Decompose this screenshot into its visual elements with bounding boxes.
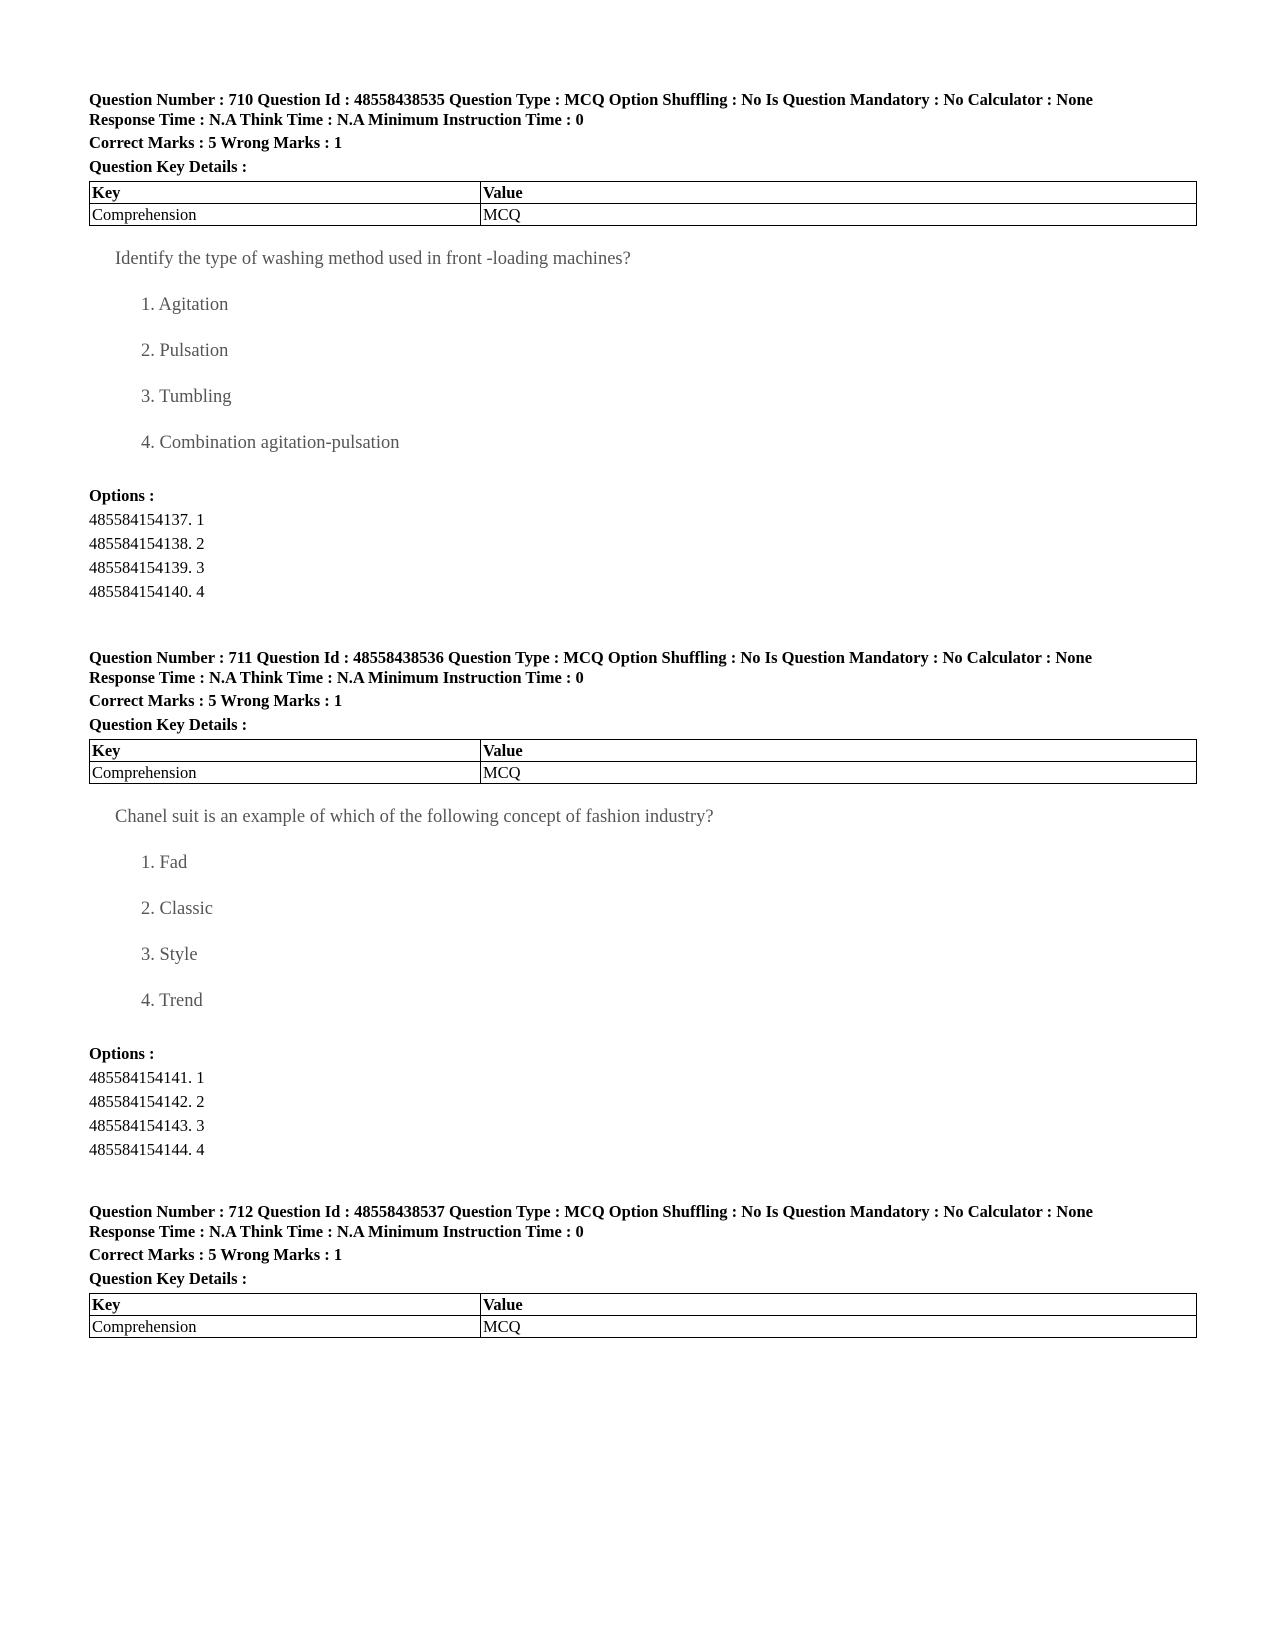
table-header-row — [90, 1294, 1197, 1316]
table-cell-key: Comprehension — [90, 762, 481, 784]
choice-item: 4. Trend — [141, 991, 203, 1011]
question-block — [89, 1202, 1197, 1338]
table-row — [90, 1316, 1197, 1338]
question-image — [115, 806, 1197, 1012]
choice-item: 2. Classic — [141, 899, 213, 919]
key-details-table — [89, 1293, 1197, 1338]
table-header-key: Key — [90, 182, 481, 204]
table-header-row — [90, 740, 1197, 762]
question-meta-line: Question Number : 710 Question Id : 48558438535 Question Type : MCQ Option Shuffling : No Is Question Mandatory : No Calculator : None — [89, 90, 1093, 109]
question-timing-line: Response Time : N.A Think Time : N.A Minimum Instruction Time : 0 — [89, 109, 584, 129]
question-meta-line: Question Number : 711 Question Id : 48558438536 Question Type : MCQ Option Shuffling : No Is Question Mandatory : No Calculator : None — [89, 648, 1093, 667]
choice-item: 2. Pulsation — [141, 341, 229, 361]
options-list — [89, 484, 1197, 604]
table-header-row — [90, 182, 1197, 204]
question-timing-line: Response Time : N.A Think Time : N.A Minimum Instruction Time : 0 — [89, 1221, 584, 1241]
table-cell-value: MCQ — [481, 1316, 1197, 1338]
option-item: 485584154137. 1 — [89, 510, 205, 529]
options-label: Options : — [89, 486, 155, 505]
key-details-table — [89, 739, 1197, 784]
question-stem: Identify the type of washing method used in front -loading machines? — [115, 249, 631, 269]
option-item: 485584154141. 1 — [89, 1068, 205, 1087]
option-item: 485584154138. 2 — [89, 534, 205, 553]
table-cell-value: MCQ — [481, 762, 1197, 784]
table-row — [90, 762, 1197, 784]
key-details-table — [89, 181, 1197, 226]
question-stem: Chanel suit is an example of which of the following concept of fashion industry? — [115, 807, 714, 827]
table-header-key: Key — [90, 1294, 481, 1316]
question-meta — [89, 1202, 1197, 1241]
choice-item: 1. Agitation — [141, 295, 229, 315]
table-row — [90, 204, 1197, 226]
option-item: 485584154143. 3 — [89, 1116, 205, 1135]
table-header-value: Value — [481, 182, 1197, 204]
option-item: 485584154144. 4 — [89, 1140, 205, 1159]
question-marks: Correct Marks : 5 Wrong Marks : 1 — [89, 133, 343, 152]
key-details-label: Question Key Details : — [89, 157, 248, 176]
options-label: Options : — [89, 1044, 155, 1063]
table-cell-value: MCQ — [481, 204, 1197, 226]
choice-item: 3. Tumbling — [141, 387, 232, 407]
choice-item: 3. Style — [141, 945, 198, 965]
choice-item: 4. Combination agitation-pulsation — [141, 433, 400, 453]
option-item: 485584154139. 3 — [89, 558, 205, 577]
table-cell-key: Comprehension — [90, 204, 481, 226]
table-header-value: Value — [481, 740, 1197, 762]
question-marks: Correct Marks : 5 Wrong Marks : 1 — [89, 1245, 343, 1264]
question-block — [89, 648, 1197, 1162]
table-cell-key: Comprehension — [90, 1316, 481, 1338]
question-image — [115, 248, 1197, 454]
question-marks: Correct Marks : 5 Wrong Marks : 1 — [89, 691, 343, 710]
question-meta — [89, 648, 1197, 687]
key-details-label: Question Key Details : — [89, 715, 248, 734]
question-meta-line: Question Number : 712 Question Id : 48558438537 Question Type : MCQ Option Shuffling : No Is Question Mandatory : No Calculator : None — [89, 1202, 1093, 1221]
options-list — [89, 1042, 1197, 1162]
key-details-label: Question Key Details : — [89, 1269, 248, 1288]
choice-item: 1. Fad — [141, 853, 188, 873]
option-item: 485584154140. 4 — [89, 582, 205, 601]
question-timing-line: Response Time : N.A Think Time : N.A Minimum Instruction Time : 0 — [89, 667, 584, 687]
table-header-key: Key — [90, 740, 481, 762]
question-block — [89, 90, 1197, 604]
option-item: 485584154142. 2 — [89, 1092, 205, 1111]
question-meta — [89, 90, 1197, 129]
table-header-value: Value — [481, 1294, 1197, 1316]
